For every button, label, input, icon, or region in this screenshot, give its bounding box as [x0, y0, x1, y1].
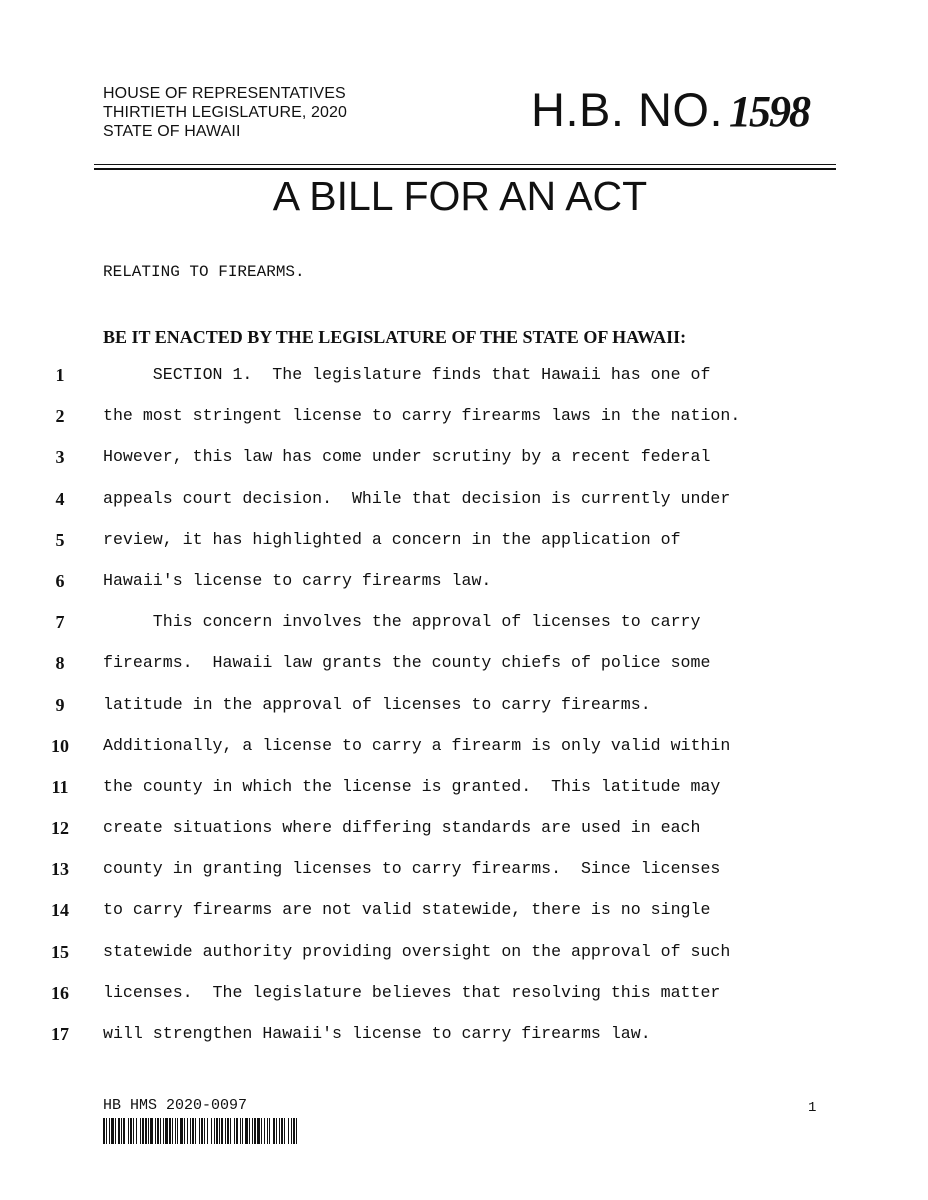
line-text: create situations where differing standards are used in each — [103, 818, 701, 838]
line-text: licenses. The legislature believes that resolving this matter — [103, 982, 721, 1002]
line-number: 8 — [55, 653, 65, 674]
bill-line — [0, 487, 928, 528]
line-text: county in granting licenses to carry firearms. Since licenses — [103, 859, 721, 879]
chamber-name: HOUSE OF REPRESENTATIVES — [103, 85, 346, 102]
line-text: will strengthen Hawaii's license to carry firearms law. — [103, 1024, 651, 1043]
bill-line — [0, 734, 928, 775]
bill-number-heading — [531, 82, 809, 140]
line-number: 9 — [55, 694, 65, 715]
bill-label: H.B. NO. — [531, 83, 724, 136]
line-text: Hawaii's license to carry firearms law. — [103, 570, 492, 590]
line-number: 5 — [55, 529, 65, 550]
bill-line — [0, 363, 928, 404]
line-number: 12 — [51, 818, 69, 839]
line-text: the county in which the license is granted. This latitude may — [103, 776, 721, 796]
bill-line — [0, 693, 928, 734]
line-number: 10 — [51, 735, 69, 756]
line-number: 1 — [55, 365, 65, 385]
line-number: 4 — [55, 488, 65, 509]
line-number: 17 — [51, 1024, 69, 1044]
state-name: STATE OF HAWAII — [103, 123, 241, 140]
bill-line — [0, 816, 928, 857]
document-code: HB HMS 2020-0097 — [103, 1097, 248, 1114]
line-text: Additionally, a license to carry a firearm is only valid within — [103, 735, 731, 755]
line-text: appeals court decision. While that decision is currently under — [103, 488, 731, 508]
line-number: 15 — [51, 941, 69, 962]
enacting-clause: BE IT ENACTED BY THE LEGISLATURE OF THE STATE OF HAWAII: — [103, 327, 687, 347]
bill-line — [0, 775, 928, 816]
bill-line — [0, 445, 928, 486]
relating-clause: RELATING TO FIREARMS. — [103, 263, 305, 281]
bill-line — [0, 651, 928, 692]
line-number: 2 — [55, 406, 65, 427]
line-number: 14 — [51, 900, 69, 921]
line-text: the most stringent license to carry firearms laws in the nation. — [103, 406, 741, 426]
page-number: 1 — [808, 1100, 817, 1116]
bill-body — [0, 363, 928, 1063]
header-divider-top — [94, 164, 836, 165]
line-text: firearms. Hawaii law grants the county chiefs of police some — [103, 653, 711, 673]
line-number: 6 — [55, 570, 65, 591]
line-text: This concern involves the approval of licenses to carry — [103, 612, 701, 632]
bill-line — [0, 940, 928, 981]
line-number: 7 — [55, 612, 65, 633]
bill-line — [0, 404, 928, 445]
line-number: 11 — [51, 776, 69, 797]
line-text: statewide authority providing oversight on the approval of such — [103, 941, 731, 961]
bill-line — [0, 528, 928, 569]
line-number: 16 — [51, 982, 69, 1003]
line-text: However, this law has come under scrutiny by a recent federal — [103, 447, 711, 467]
bill-line — [0, 569, 928, 610]
bill-line — [0, 1022, 928, 1063]
line-text: review, it has highlighted a concern in the application of — [103, 529, 681, 549]
legislature-session: THIRTIETH LEGISLATURE, 2020 — [103, 104, 347, 121]
line-text: latitude in the approval of licenses to carry firearms. — [103, 694, 651, 714]
bill-number-handwritten: 1598 — [729, 87, 810, 136]
chamber-header — [103, 84, 347, 141]
bill-line — [0, 898, 928, 939]
line-text: SECTION 1. The legislature finds that Hawaii has one of — [103, 365, 711, 384]
line-text: to carry firearms are not valid statewide, there is no single — [103, 900, 711, 920]
line-number: 13 — [51, 859, 69, 880]
act-title: A BILL FOR AN ACT — [272, 173, 648, 219]
line-number: 3 — [55, 447, 65, 468]
bill-line — [0, 857, 928, 898]
bill-line — [0, 610, 928, 651]
barcode — [103, 1118, 297, 1144]
bill-line — [0, 981, 928, 1022]
